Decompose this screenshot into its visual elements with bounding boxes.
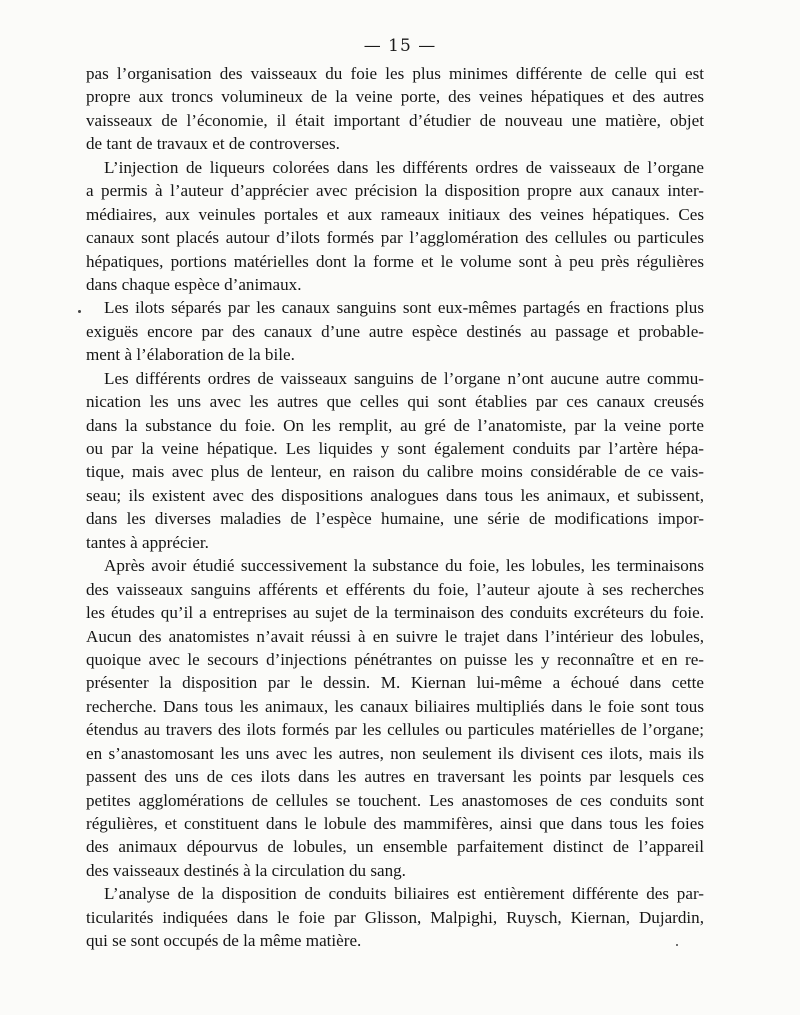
page-number: — 15 — <box>363 36 437 56</box>
text-line: Après avoir étudié successivement la substance du foie, les lobules, les terminaisons <box>104 556 704 576</box>
text-line: dans les diverses maladies de l’espèce humaine, une série de modifications impor- <box>86 509 704 529</box>
text-line: a permis à l’auteur d’apprécier avec précision la disposition propre aux canaux inter- <box>86 181 704 201</box>
text-line: des animaux dépourvus de lobules, un ensemble parfaitement distinct de l’appareil <box>86 837 704 857</box>
text-line: quoique avec le secours d’injections pénétrantes on puisse les y reconnaître et en re- <box>86 649 704 669</box>
text-line: L’injection de liqueurs colorées dans les différents ordres de vaisseaux de l’organe <box>104 157 704 177</box>
text-line: des vaisseaux sanguins afférents et efférents du foie, l’auteur ajoute à ses recherches <box>86 579 704 599</box>
text-line: recherche. Dans tous les animaux, les canaux biliaires multipliés dans le foie sont tous <box>86 696 704 716</box>
text-line: de tant de travaux et de controverses. <box>86 134 340 154</box>
text-line: ou par la veine hépatique. Les liquides y sont également conduits par l’artère hépa- <box>86 439 704 458</box>
text-line: ment à l’élaboration de la bile. <box>86 345 295 365</box>
text-line: régulières, et constituent dans le lobule des mammifères, ainsi que dans tous les foies <box>86 814 704 833</box>
text-line: tantes à apprécier. <box>86 532 209 552</box>
text-line: petites agglomérations de cellules se touchent. Les anastomoses de ces conduits sont <box>86 790 704 810</box>
text-line: les études qu’il a entreprises au sujet de la terminaison des conduits excréteurs du foie. <box>86 603 704 623</box>
text-line: médiaires, aux veinules portales et aux rameaux initiaux des veines hépatiques. Ces <box>86 204 704 224</box>
text-line: seau; ils existent avec des dispositions analogues dans tous les animaux, et subissent, <box>86 485 704 505</box>
text-line: dans la substance du foie. On les remplit, au gré de l’anatomiste, par la veine porte <box>86 415 704 435</box>
text-line: L’analyse de la disposition de conduits biliaires est entièrement différente des par- <box>104 884 704 904</box>
paragraph <box>86 296 704 366</box>
text-line: vaisseaux de l’économie, il était important d’étudier de nouveau une matière, objet <box>86 110 704 130</box>
text-line: Les ilots séparés par les canaux sanguins sont eux-mêmes partagés en fractions plus <box>104 298 704 318</box>
text-line: passent des uns de ces ilots dans les autres en traversant les points par lesquels ces <box>86 767 704 787</box>
body-text <box>86 62 704 953</box>
paragraph <box>86 882 704 952</box>
ink-speck <box>78 310 81 313</box>
paragraph <box>86 367 704 555</box>
text-line: dans chaque espèce d’animaux. <box>86 274 302 294</box>
paragraph <box>86 62 704 156</box>
paragraph <box>86 156 704 297</box>
text-line: présenter la disposition par le dessin. M. Kiernan lui-même a échoué dans cette <box>86 673 704 693</box>
text-line: en s’anastomosant les uns avec les autres, non seulement ils divisent ces ilots, mais ils <box>86 743 704 763</box>
text-line: hépatiques, portions matérielles dont la forme et le volume sont à peu près régulières <box>86 251 704 271</box>
text-line: Les différents ordres de vaisseaux sanguins de l’organe n’ont aucune autre commu- <box>104 368 704 388</box>
text-line: propre aux troncs volumineux de la veine porte, des veines hépatiques et des autres <box>86 87 704 107</box>
text-line: tique, mais avec plus de lenteur, en raison du calibre moins considérable de ce vais- <box>86 462 704 482</box>
ink-speck <box>676 944 678 946</box>
paragraph <box>86 554 704 882</box>
text-line: ticularités indiquées dans le foie par Glisson, Malpighi, Ruysch, Kiernan, Dujardin, <box>86 907 704 927</box>
text-line: qui se sont occupés de la même matière. <box>86 931 362 951</box>
text-line: exiguës encore par des canaux d’une autre espèce destinés au passage et probable- <box>86 321 704 341</box>
text-line: étendus au travers des ilots formés par les cellules ou particules matérielles de l’organe; <box>86 720 704 740</box>
text-line: pas l’organisation des vaisseaux du foie les plus minimes différente de celle qui est <box>86 64 704 83</box>
text-line: des vaisseaux destinés à la circulation du sang. <box>86 860 406 880</box>
text-line: Aucun des anatomistes n’avait réussi à en suivre le trajet dans l’intérieur des lobules, <box>86 626 704 646</box>
text-line: nication les uns avec les autres que celles qui sont établies par ces canaux creusés <box>86 392 704 412</box>
text-line: canaux sont placés autour d’ilots formés par l’agglomération des cellules ou particules <box>86 228 704 248</box>
